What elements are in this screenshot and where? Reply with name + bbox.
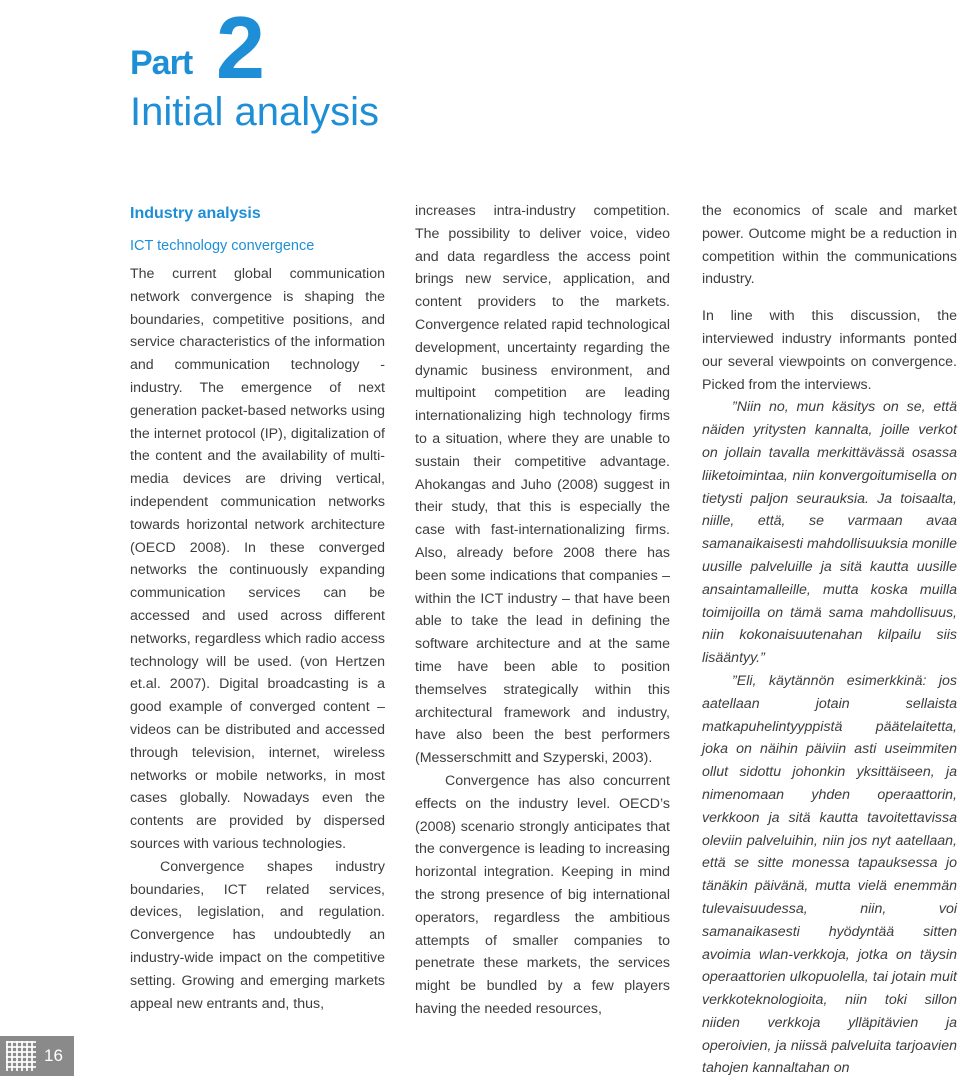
text-column-2 <box>415 200 670 1021</box>
part-number: 2 <box>216 0 261 97</box>
text-column-1 <box>130 200 385 1015</box>
section-heading: Industry analysis <box>130 205 261 222</box>
paragraph: Convergence shapes industry boundaries, ICT related services, devices, legislation, and regulation. Convergence has undoubtedly an industry-wide impact on the competitive setting. Growing and emerging markets appeal new entrants and, thus, <box>130 858 385 1012</box>
paragraph: The current global communication network convergence is shaping the boundaries, competitive positions, and service characteristics of the information and communication technology -industry. The emergence of next generation packet-based networks using the internet protocol (IP), digitalization of the content and the availability of multi-media devices are driving vertical, independent communication networks towards horizontal network architecture (OECD 2008). In these converged networks the continuously expanding communication services can be accessed and used across different networks, regardless which radio access technology will be used. (von Hertzen et.al. 2007). Digital broadcasting is a good example of converged content – videos can be distributed and accessed through television, internet, wireless networks or mobile networks, in most cases globally. Nowadays even the contents are provided by dispersed sources with various technologies. <box>130 266 385 852</box>
paragraph: the economics of scale and market power. Outcome might be a reduction in competition within the communications industry. <box>702 203 957 288</box>
page-footer <box>0 1036 74 1076</box>
interview-quote: ”Eli, käytännön esimerkkinä: jos aatellaan jotain sellaista matkapuhelintyyppistä päätelaitetta, joka on näihin päiviin asti useimmiten ollut sidottu johonkin yksittäiseen, ja nimenomaan yhden operaattorin, verkkoon ja sitä kautta tavoitettavissa oleviin palveluihin, niin jos nyt aatellaan, että se sitte monessa tapauksessa jo tänäkin päivänä, mutta vielä enemmän tulevaisuudessa, niin, voi samanaikasesti hyödyntää sitten avoimia wlan-verkkoja, jotka on täysin operaattorien ulkopuolella, tai jotain muit verkkoteknologioita, niin toki sillon niiden verkkoja ylläpitävien ja operoivien, ja niissä palveluita tarjoavien tahojen kannaltahan on <box>702 672 957 1077</box>
subheading: ICT technology convergence <box>130 238 315 254</box>
paragraph: Convergence has also concurrent effects on the industry level. OECD’s (2008) scenario strongly anticipates that the convergence is leading to increasing horizontal integration. Keeping in mind the strong presence of big international operators, regardless the ambitious attempts of smaller companies to penetrate these markets, the services might be bundled by a few players having the needed resources, <box>415 772 670 1017</box>
paragraph: In line with this discussion, the interviewed industry informants ponted our several viewpoints on convergence. Picked from the interviews. <box>702 308 957 393</box>
interview-quote: ”Niin no, mun käsitys on se, että näiden yritysten kannalta, joille verkot on jollain tavalla merkittävässä osassa liiketoimintaa, niin konvergoitumisella on tietysti paljon seurauksia. Ja toisaalta, niille, että, se varmaan avaa samanaikaisesti mahdollisuuksia monille uusille palveluille ja sitä kautta uusille ansaintamalleille, mutta koska muilla toimijoilla on tämä sama mahdollisuus, niin kokonaisuutenahan kilpailu siis lisääntyy.” <box>702 399 957 667</box>
grid-pattern-icon <box>6 1041 36 1071</box>
page-title: Initial analysis <box>130 90 380 134</box>
paragraph: increases intra-industry competition. The possibility to deliver voice, video and data regardless the access point brings new service, application, and content providers to the markets. Convergence related rapid technological development, uncertainty regarding the dynamic business environment, and multipoint competition are leading internationalizing high technology firms to a situation, where they are unable to sustain their competitive advantage. Ahokangas and Juho (2008) suggest in their study, that this is especially the case with fast-internationalizing firms. Also, already before 2008 there has been some indications that companies – within the ICT industry – that have been able to take the lead in defining the software architecture and at the same time have been able to position themselves strategically within this architectural framework and industry, have also been the best performers (Messerschmitt and Szyperski, 2003). <box>415 203 670 767</box>
part-label: Part <box>130 44 193 82</box>
page-number: 16 <box>44 1046 63 1065</box>
text-column-3 <box>702 200 957 1080</box>
